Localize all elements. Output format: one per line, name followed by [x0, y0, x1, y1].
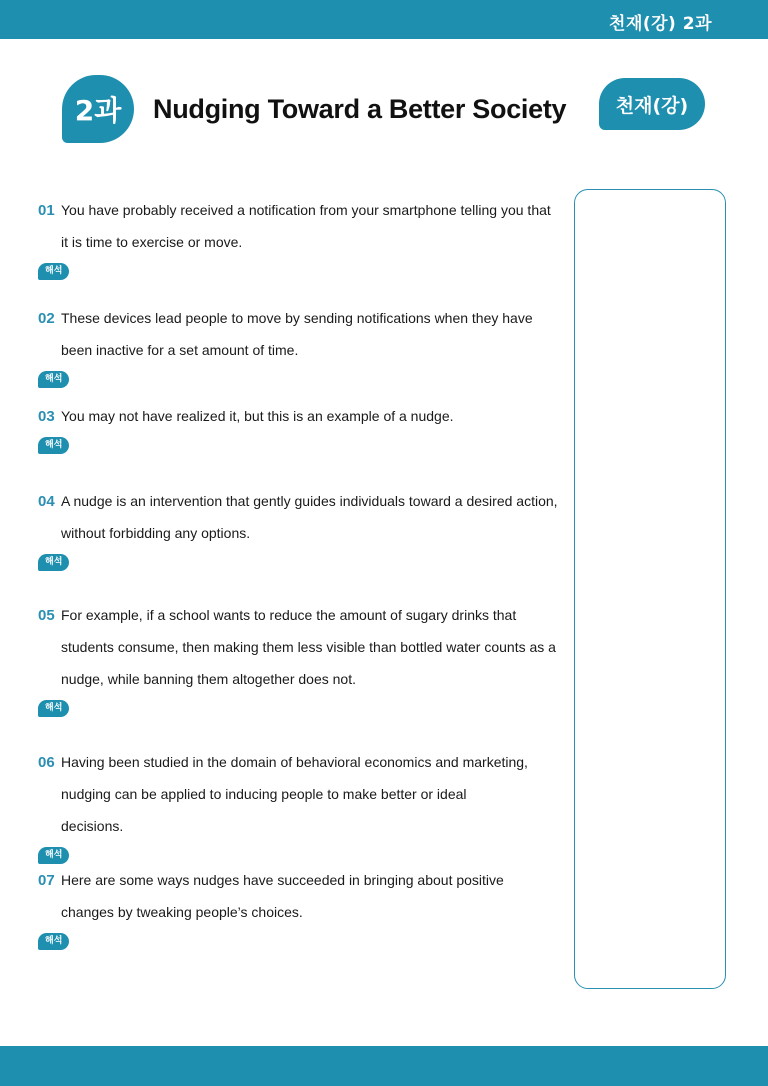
sentence-number: 05: [38, 607, 55, 624]
sentence-number: 07: [38, 872, 55, 889]
translation-tag[interactable]: 해석: [38, 554, 69, 571]
translation-tag[interactable]: 해석: [38, 437, 69, 454]
lesson-badge: [62, 75, 134, 143]
header-band: [0, 0, 768, 39]
sentence-item: [38, 493, 572, 571]
sentence-text: These devices lead people to move by sending notifications when they have been inactive for a set amount of time.: [61, 310, 533, 358]
sentence-text: You have probably received a notification from your smartphone telling you that it is time to exercise or move.: [61, 202, 551, 250]
translation-tag[interactable]: 해석: [38, 371, 69, 388]
publisher-badge-label: 천재(강): [615, 94, 689, 117]
sentence-item: [38, 202, 572, 280]
sentence-text: A nudge is an intervention that gently guides individuals toward a desired action, without forbidding any options.: [61, 493, 558, 541]
sentence-text: For example, if a school wants to reduce the amount of sugary drinks that students consume, then making them less visible than bottled water counts as a nudge, while banning them altogether does not.: [61, 607, 556, 687]
sentence-number: 06: [38, 754, 55, 771]
notes-box: [574, 189, 726, 989]
sentence-number: 02: [38, 310, 55, 327]
sentence-text: You may not have realized it, but this is an example of a nudge.: [61, 408, 454, 424]
translation-tag[interactable]: 해석: [38, 263, 69, 280]
footer-band: [0, 1046, 768, 1086]
header-label: 천재(강) 2과: [609, 14, 712, 34]
sentence-number: 03: [38, 408, 55, 425]
translation-tag[interactable]: 해석: [38, 933, 69, 950]
sentence-item: [38, 607, 572, 717]
translation-tag[interactable]: 해석: [38, 847, 69, 864]
sentence-item: [38, 872, 572, 950]
publisher-badge: [599, 78, 705, 130]
sentence-item: [38, 754, 572, 864]
sentence-text: Here are some ways nudges have succeeded in bringing about positive changes by tweaking people’s choices.: [61, 872, 504, 920]
page-title: Nudging Toward a Better Society: [153, 94, 567, 124]
sentence-item: [38, 408, 572, 454]
translation-tag[interactable]: 해석: [38, 700, 69, 717]
lesson-badge-label: 2과: [74, 94, 122, 127]
sentence-item: [38, 310, 572, 388]
sentence-number: 04: [38, 493, 55, 510]
sentence-text: Having been studied in the domain of behavioral economics and marketing, nudging can be applied to inducing people to make better or ideal decisions.: [61, 754, 528, 834]
sentence-number: 01: [38, 202, 55, 219]
